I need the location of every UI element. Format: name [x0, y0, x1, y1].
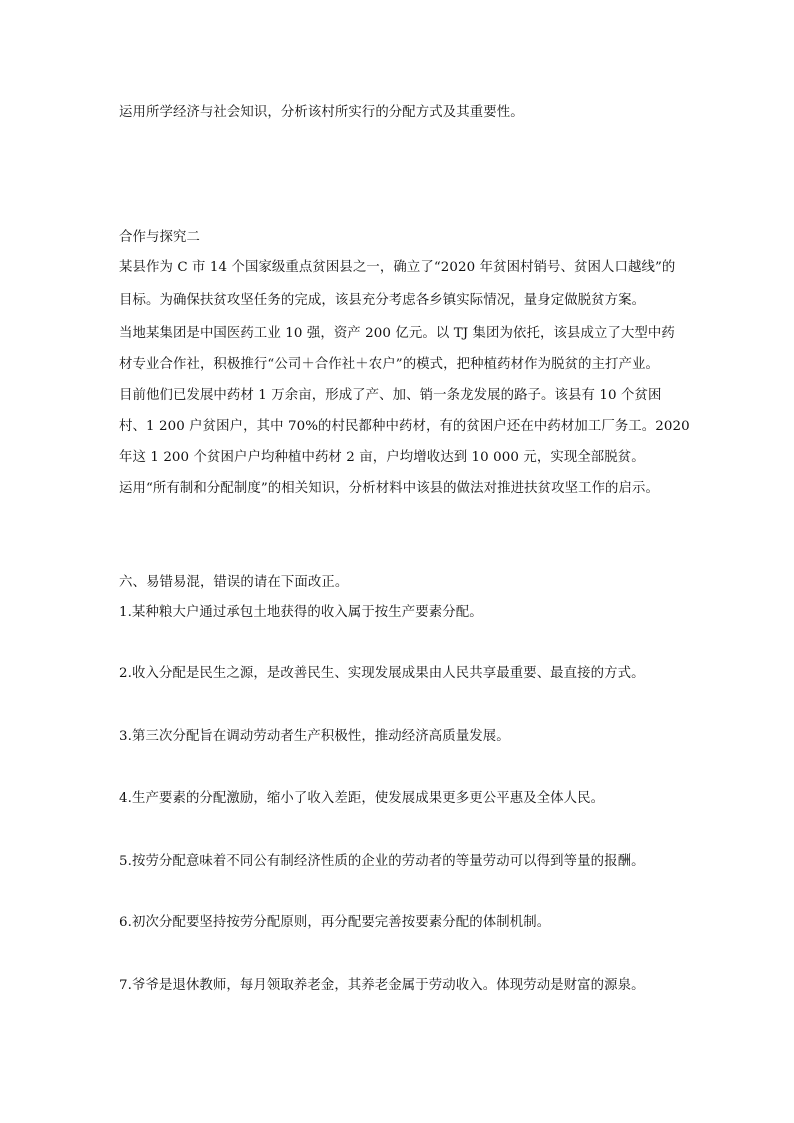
section2-line: 村、1 200 户贫困户，其中 70%的村民都种中药材，有的贫困户还在中药材加工厂务工。2020 — [119, 419, 690, 434]
section2-line: 当地某集团是中国医药工业 10 强，资产 200 亿元。以 TJ 集团为依托，该县成立了大型中药 — [119, 326, 675, 341]
section2-line: 材专业合作社，积极推行“公司＋合作社＋农户”的模式，把种植药材作为脱贫的主打产业。 — [119, 357, 660, 372]
section6-item: 1.某种粮大户通过承包土地获得的收入属于按生产要素分配。 — [119, 605, 483, 620]
section6-item: 2.收入分配是民生之源，是改善民生、实现发展成果由人民共享最重要、最直接的方式。 — [119, 666, 645, 681]
intro-question: 运用所学经济与社会知识，分析该村所实行的分配方式及其重要性。 — [119, 105, 524, 120]
section6-item: 6.初次分配要坚持按劳分配原则，再分配要完善按要素分配的体制机制。 — [119, 915, 551, 930]
section2-line: 运用“所有制和分配制度”的相关知识，分析材料中该县的做法对推进扶贫攻坚工作的启示。 — [119, 481, 660, 496]
section2-line: 目前他们已发展中药材 1 万余亩，形成了产、加、销一条龙发展的路子。该县有 10 个贫困 — [119, 388, 662, 403]
section6-heading: 六、易错易混，错误的请在下面改正。 — [119, 575, 349, 590]
section6-item: 4.生产要素的分配激励，缩小了收入差距，使发展成果更多更公平惠及全体人民。 — [119, 791, 605, 806]
section6-item: 5.按劳分配意味着不同公有制经济性质的企业的劳动者的等量劳动可以得到等量的报酬。 — [119, 854, 645, 869]
section2-line: 年这 1 200 个贫困户户均种植中药材 2 亩，户均增收达到 10 000 元，实现全部脱贫。 — [119, 450, 645, 465]
section6-item: 7.爷爷是退休教师，每月领取养老金，其养老金属于劳动收入。体现劳动是财富的源泉。 — [119, 978, 645, 993]
section2-heading: 合作与探究二 — [119, 230, 200, 245]
section2-line: 某县作为 C 市 14 个国家级重点贫困县之一，确立了“2020 年贫困村销号、贫困人口越线”的 — [119, 260, 676, 275]
section6-item: 3.第三次分配旨在调动劳动者生产积极性，推动经济高质量发展。 — [119, 729, 510, 744]
section2-line: 目标。为确保扶贫攻坚任务的完成，该县充分考虑各乡镇实际情况，量身定做脱贫方案。 — [119, 293, 646, 308]
